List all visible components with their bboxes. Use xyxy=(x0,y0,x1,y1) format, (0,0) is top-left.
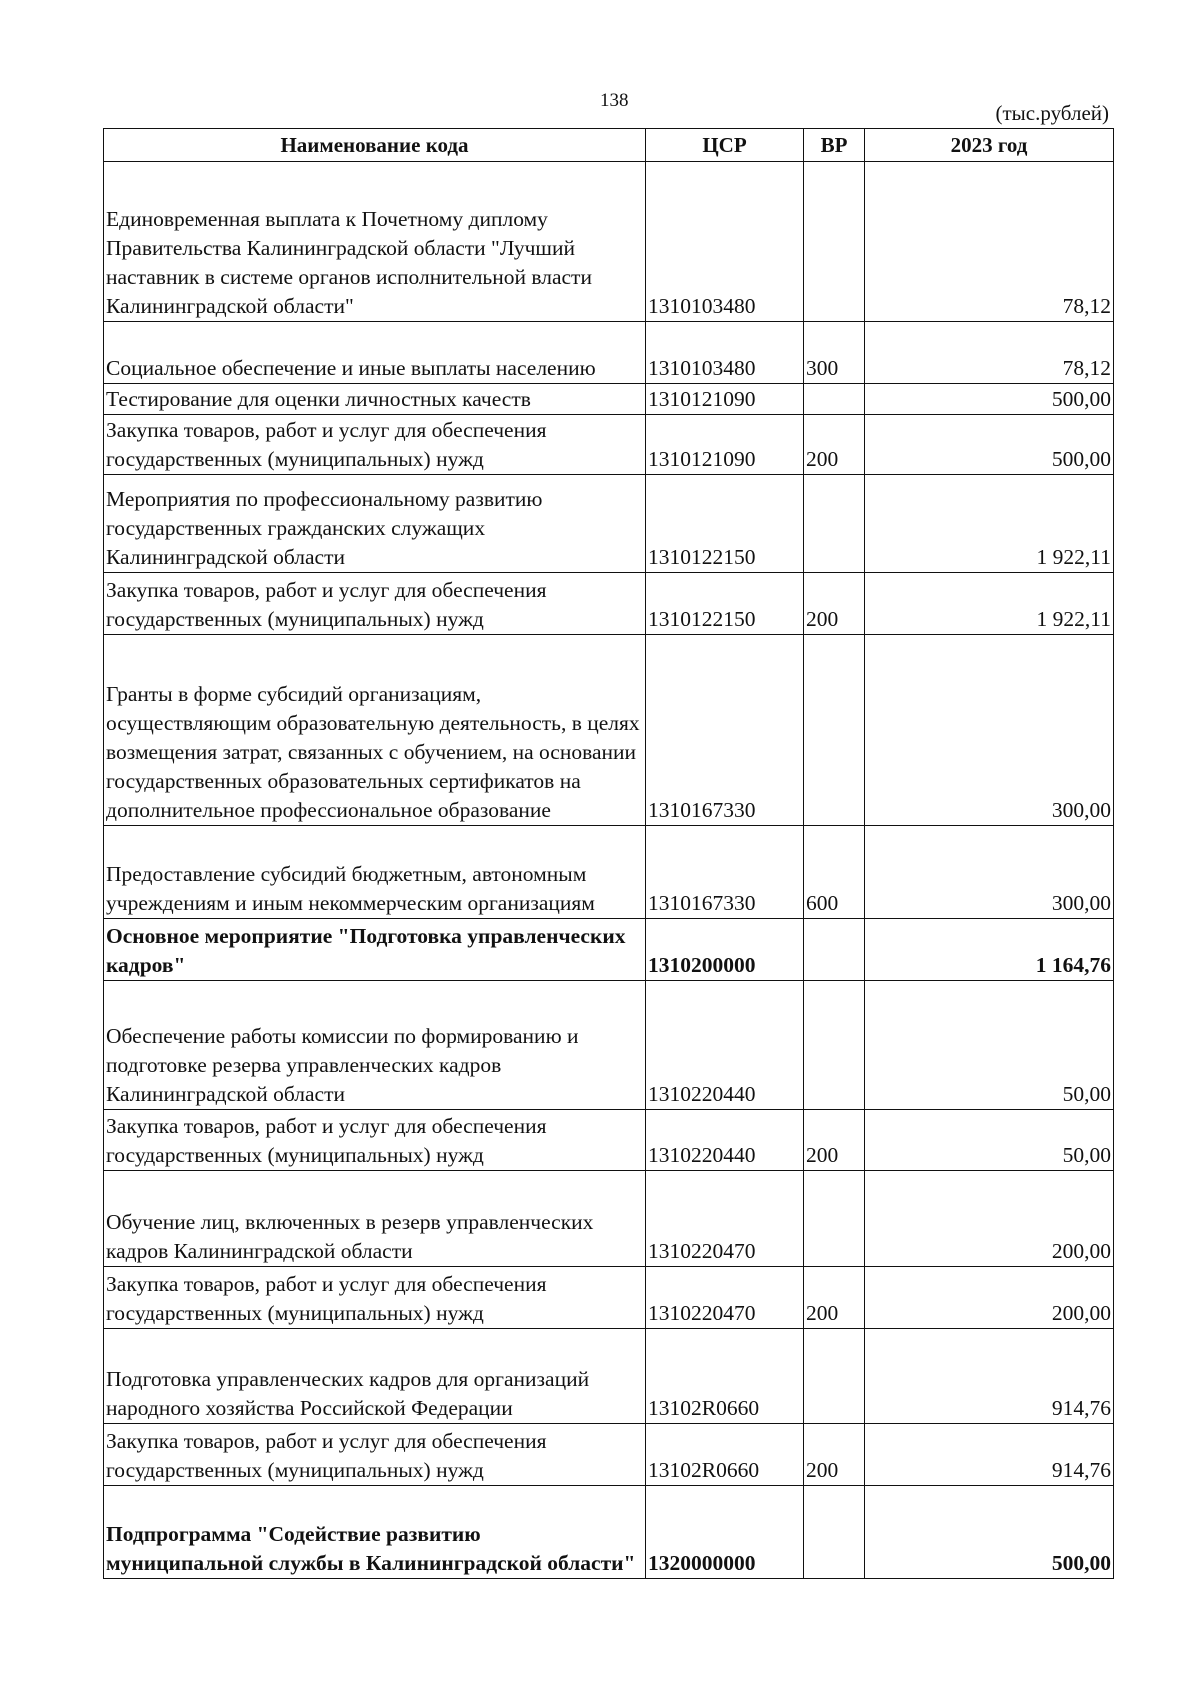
row-name: Закупка товаров, работ и услуг для обеспечения государственных (муниципальных) нужд xyxy=(104,573,646,635)
row-vr xyxy=(804,162,865,322)
table-row xyxy=(104,1329,1114,1424)
row-amount: 914,76 xyxy=(865,1424,1114,1486)
row-csr: 1310121090 xyxy=(646,415,804,475)
row-csr: 1310103480 xyxy=(646,322,804,384)
row-vr: 200 xyxy=(804,1267,865,1329)
row-csr: 1310122150 xyxy=(646,573,804,635)
header-year: 2023 год xyxy=(865,129,1114,162)
table-row xyxy=(104,981,1114,1110)
row-amount: 500,00 xyxy=(865,1486,1114,1579)
row-csr: 1310220470 xyxy=(646,1171,804,1267)
row-amount: 50,00 xyxy=(865,1110,1114,1171)
row-csr: 1310200000 xyxy=(646,919,804,981)
table-row xyxy=(104,415,1114,475)
row-vr: 300 xyxy=(804,322,865,384)
row-vr xyxy=(804,981,865,1110)
row-amount: 500,00 xyxy=(865,384,1114,415)
row-name: Гранты в форме субсидий организациям, осуществляющим образовательную деятельность, в целях возмещения затрат, связанных с обучением, на основании государственных образовательных сертификатов на дополнительное профессиональное образование xyxy=(104,635,646,826)
row-amount: 1 164,76 xyxy=(865,919,1114,981)
row-amount: 914,76 xyxy=(865,1329,1114,1424)
table-row xyxy=(104,384,1114,415)
row-amount: 200,00 xyxy=(865,1171,1114,1267)
table-row xyxy=(104,162,1114,322)
row-name: Подготовка управленческих кадров для организаций народного хозяйства Российской Федерации xyxy=(104,1329,646,1424)
row-name: Мероприятия по профессиональному развитию государственных гражданских служащих Калининградской области xyxy=(104,475,646,573)
page-number: 138 xyxy=(600,90,629,111)
row-csr: 1310121090 xyxy=(646,384,804,415)
row-vr xyxy=(804,1329,865,1424)
table-row xyxy=(104,1267,1114,1329)
row-name: Закупка товаров, работ и услуг для обеспечения государственных (муниципальных) нужд xyxy=(104,1110,646,1171)
row-name: Подпрограмма "Содействие развитию муниципальной службы в Калининградской области" xyxy=(104,1486,646,1579)
table-row xyxy=(104,322,1114,384)
row-vr xyxy=(804,384,865,415)
row-name: Закупка товаров, работ и услуг для обеспечения государственных (муниципальных) нужд xyxy=(104,415,646,475)
row-csr: 13102R0660 xyxy=(646,1424,804,1486)
row-vr xyxy=(804,919,865,981)
row-vr xyxy=(804,1171,865,1267)
row-vr: 200 xyxy=(804,1110,865,1171)
table-row xyxy=(104,826,1114,919)
row-vr: 600 xyxy=(804,826,865,919)
row-csr: 1310220440 xyxy=(646,1110,804,1171)
row-amount: 200,00 xyxy=(865,1267,1114,1329)
header-name: Наименование кода xyxy=(104,129,646,162)
header-csr: ЦСР xyxy=(646,129,804,162)
row-vr: 200 xyxy=(804,1424,865,1486)
table-row xyxy=(104,919,1114,981)
row-amount: 50,00 xyxy=(865,981,1114,1110)
row-csr: 1310167330 xyxy=(646,635,804,826)
row-amount: 1 922,11 xyxy=(865,475,1114,573)
row-vr xyxy=(804,1486,865,1579)
row-amount: 1 922,11 xyxy=(865,573,1114,635)
row-name: Обеспечение работы комиссии по формированию и подготовке резерва управленческих кадров Калининградской области xyxy=(104,981,646,1110)
row-vr: 200 xyxy=(804,573,865,635)
row-amount: 500,00 xyxy=(865,415,1114,475)
table-row xyxy=(104,635,1114,826)
row-csr: 1320000000 xyxy=(646,1486,804,1579)
row-name: Закупка товаров, работ и услуг для обеспечения государственных (муниципальных) нужд xyxy=(104,1267,646,1329)
row-csr: 13102R0660 xyxy=(646,1329,804,1424)
row-name: Обучение лиц, включенных в резерв управленческих кадров Калининградской области xyxy=(104,1171,646,1267)
row-csr: 1310167330 xyxy=(646,826,804,919)
table-row xyxy=(104,1424,1114,1486)
row-name: Предоставление субсидий бюджетным, автономным учреждениям и иным некоммерческим организациям xyxy=(104,826,646,919)
row-vr: 200 xyxy=(804,415,865,475)
table-row xyxy=(104,1171,1114,1267)
row-name: Тестирование для оценки личностных качеств xyxy=(104,384,646,415)
row-vr xyxy=(804,635,865,826)
budget-table xyxy=(103,128,1114,1579)
row-vr xyxy=(804,475,865,573)
row-name: Единовременная выплата к Почетному диплому Правительства Калининградской области "Лучший наставник в системе органов исполнительной власти Калининградской области" xyxy=(104,162,646,322)
row-amount: 300,00 xyxy=(865,635,1114,826)
header-vr: ВР xyxy=(804,129,865,162)
table-row xyxy=(104,475,1114,573)
row-name: Социальное обеспечение и иные выплаты населению xyxy=(104,322,646,384)
row-amount: 78,12 xyxy=(865,322,1114,384)
row-csr: 1310220440 xyxy=(646,981,804,1110)
row-csr: 1310103480 xyxy=(646,162,804,322)
row-name: Закупка товаров, работ и услуг для обеспечения государственных (муниципальных) нужд xyxy=(104,1424,646,1486)
row-name: Основное мероприятие "Подготовка управленческих кадров" xyxy=(104,919,646,981)
row-amount: 78,12 xyxy=(865,162,1114,322)
row-csr: 1310122150 xyxy=(646,475,804,573)
table-row xyxy=(104,1486,1114,1579)
table-row xyxy=(104,573,1114,635)
row-csr: 1310220470 xyxy=(646,1267,804,1329)
table-row xyxy=(104,1110,1114,1171)
units-label: (тыс.рублей) xyxy=(995,101,1109,125)
header-row xyxy=(104,129,1114,162)
row-amount: 300,00 xyxy=(865,826,1114,919)
